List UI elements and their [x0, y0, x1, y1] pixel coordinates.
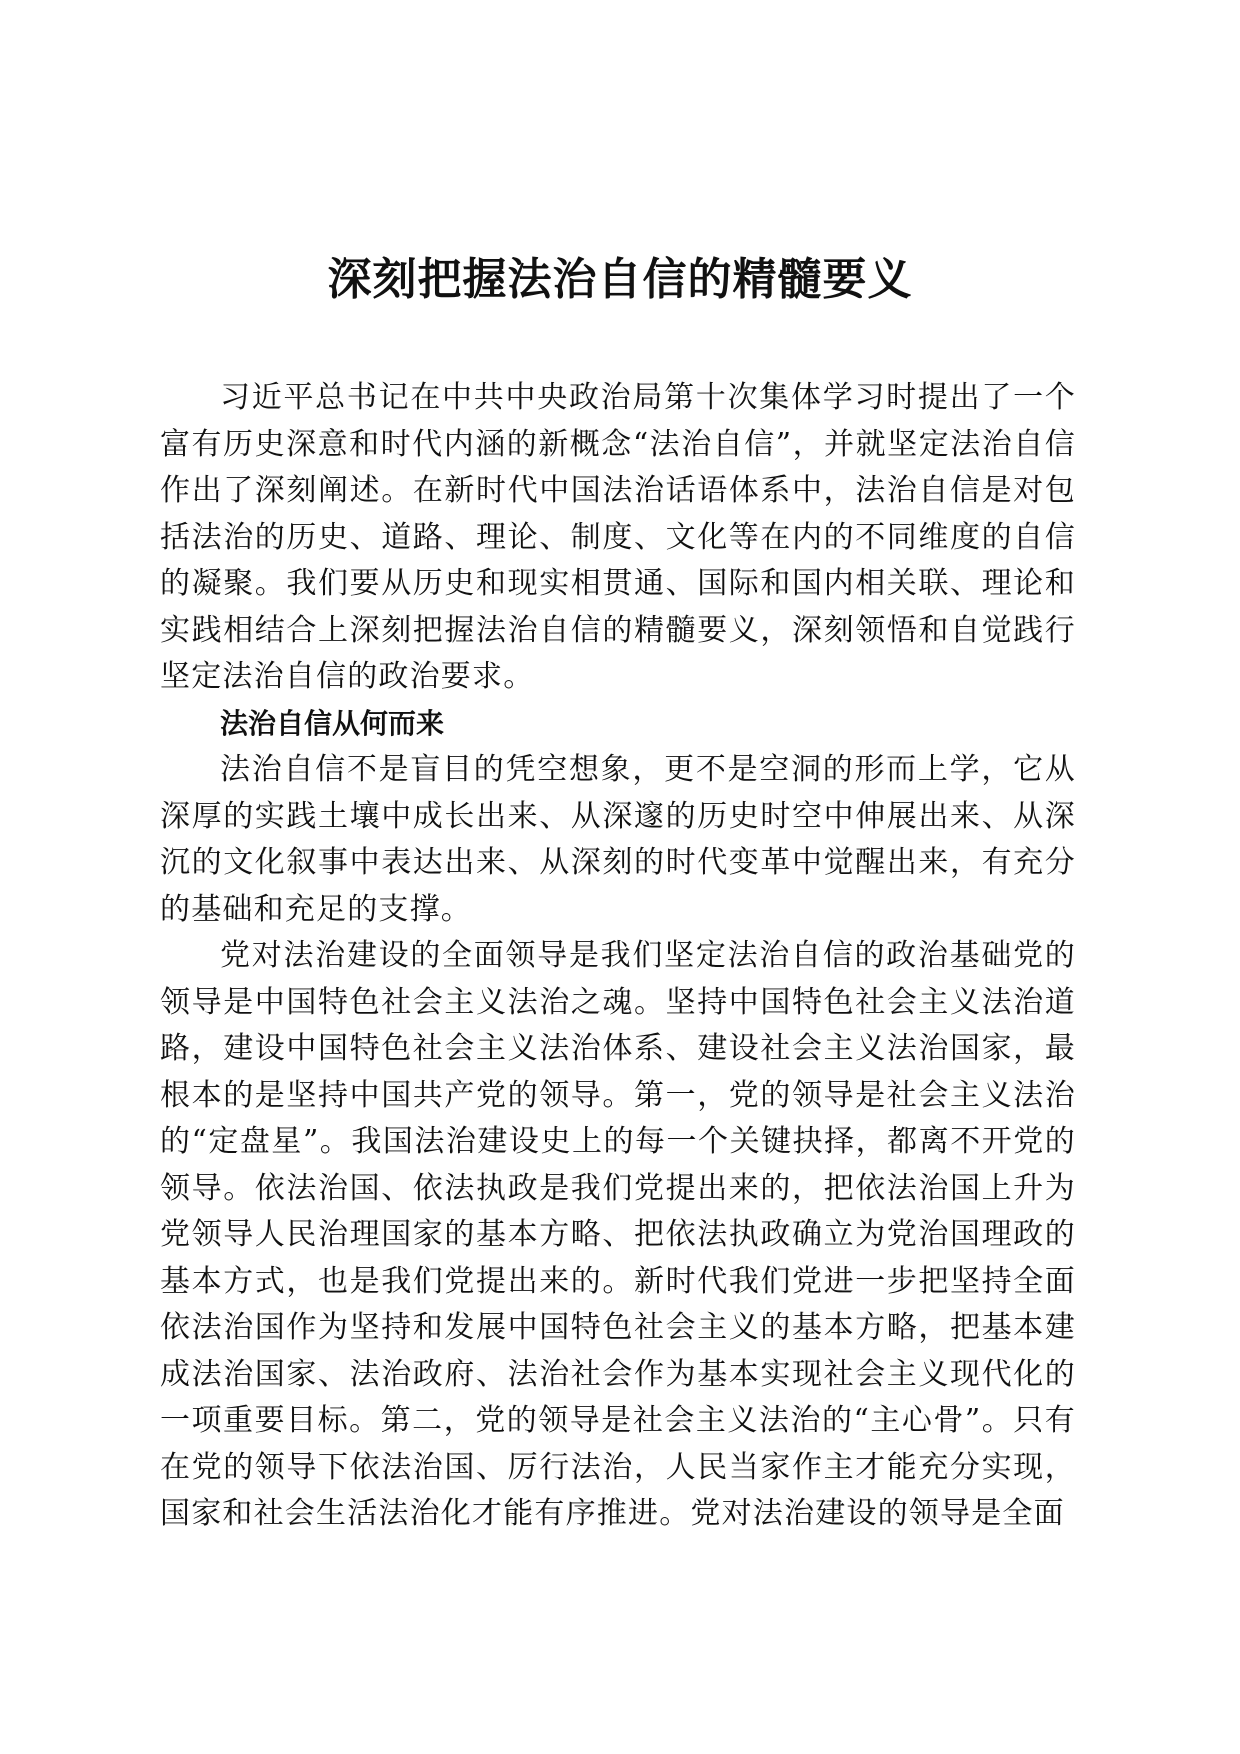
paragraph-foundation: 法治自信不是盲目的凭空想象，更不是空洞的形而上学，它从深厚的实践土壤中成长出来、从深邃的历史时空中伸展出来、从深沉的文化叙事中表达出来、从深刻的时代变革中觉醒出来，有充分的基础和充足的支撑。: [160, 752, 1076, 927]
document-title: 深刻把握法治自信的精髓要义: [327, 254, 913, 305]
document-body: [160, 375, 1076, 1538]
paragraph-intro: 习近平总书记在中共中央政治局第十次集体学习时提出了一个富有历史深意和时代内涵的新概念“法治自信”，并就坚定法治自信作出了深刻阐述。在新时代中国法治话语体系中，法治自信是对包括法治的历史、道路、理论、制度、文化等在内的不同维度的自信的凝聚。我们要从历史和现实相贯通、国际和国内相关联、理论和实践相结合上深刻把握法治自信的精髓要义，深刻领悟和自觉践行坚定法治自信的政治要求。: [160, 380, 1076, 694]
paragraph-party-leadership: 党对法治建设的全面领导是我们坚定法治自信的政治基础党的领导是中国特色社会主义法治之魂。坚持中国特色社会主义法治道路，建设中国特色社会主义法治体系、建设社会主义法治国家，最根本的是坚持中国共产党的领导。第一，党的领导是社会主义法治的“定盘星”。我国法治建设史上的每一个关键抉择，都离不开党的领导。依法治国、依法执政是我们党提出来的，把依法治国上升为党领导人民治理国家的基本方略、把依法执政确立为党治国理政的基本方式，也是我们党提出来的。新时代我们党进一步把坚持全面依法治国作为坚持和发展中国特色社会主义的基本方略，把基本建成法治国家、法治政府、法治社会作为基本实现社会主义现代化的一项重要目标。第二，党的领导是社会主义法治的“主心骨”。只有在党的领导下依法治国、厉行法治，人民当家作主才能充分实现，国家和社会生活法治化才能有序推进。党对法治建设的领导是全面: [160, 938, 1076, 1531]
section-heading: 法治自信从何而来: [220, 706, 445, 740]
